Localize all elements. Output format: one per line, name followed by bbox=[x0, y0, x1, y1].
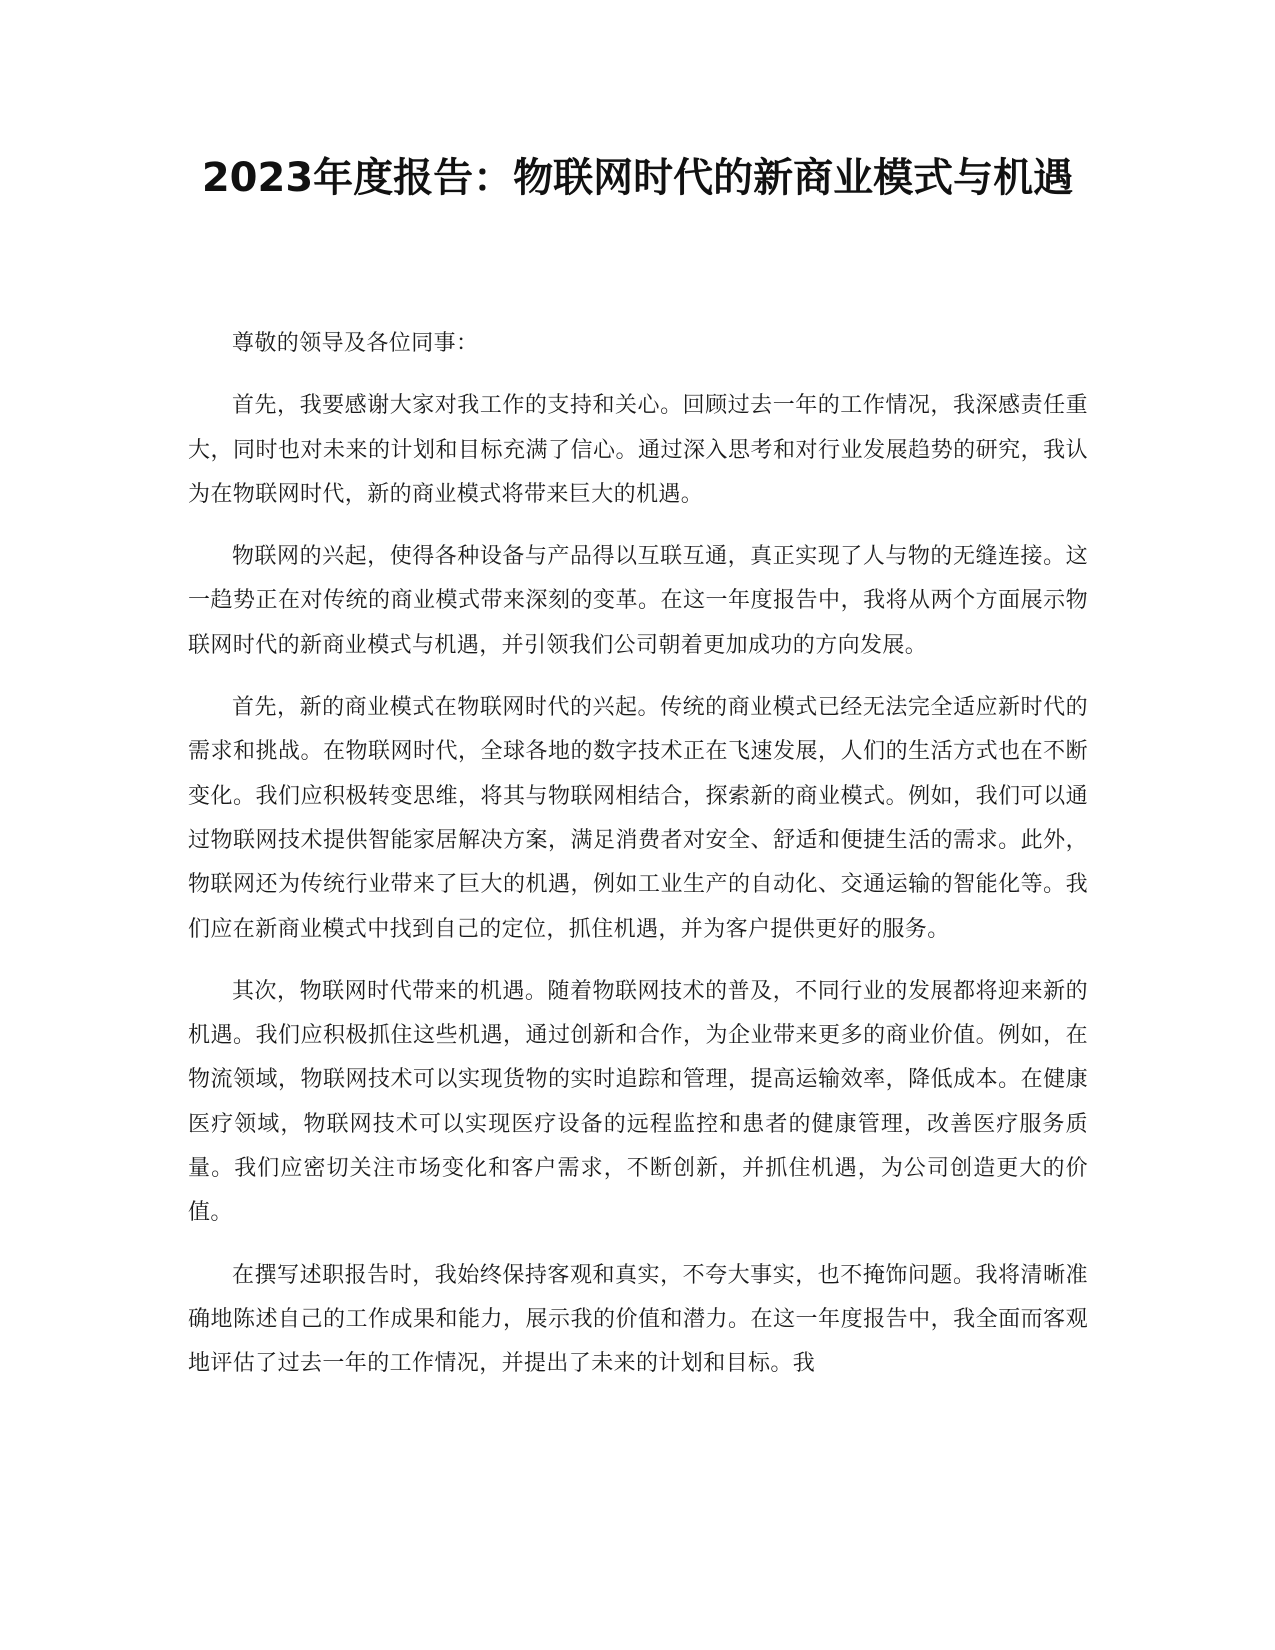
salutation-paragraph: 尊敬的领导及各位同事： bbox=[232, 331, 479, 356]
body-paragraph: 首先，新的商业模式在物联网时代的兴起。传统的商业模式已经无法完全适应新时代的需求和挑战。在物联网时代，全球各地的数字技术正在飞速发展，人们的生活方式也在不断变化。我们应积极转变思维，将其与物联网相结合，探索新的商业模式。例如，我们可以通过物联网技术提供智能家居解决方案，满足消费者对安全、舒适和便捷生活的需求。此外，物联网还为传统行业带来了巨大的机遇，例如工业生产的自动化、交通运输的智能化等。我们应在新商业模式中找到自己的定位，抓住机遇，并为客户提供更好的服务。 bbox=[188, 695, 1088, 942]
body-paragraph: 物联网的兴起，使得各种设备与产品得以互联互通，真正实现了人与物的无缝连接。这一趋势正在对传统的商业模式带来深刻的变革。在这一年度报告中，我将从两个方面展示物联网时代的新商业模式与机遇，并引领我们公司朝着更加成功的方向发展。 bbox=[188, 544, 1088, 658]
document-body bbox=[188, 322, 1088, 1405]
body-paragraph: 在撰写述职报告时，我始终保持客观和真实，不夸大事实，也不掩饰问题。我将清晰准确地陈述自己的工作成果和能力，展示我的价值和潜力。在这一年度报告中，我全面而客观地评估了过去一年的工作情况，并提出了未来的计划和目标。我 bbox=[188, 1262, 1088, 1377]
document-title: 2023年度报告：物联网时代的新商业模式与机遇 bbox=[201, 155, 1074, 201]
body-paragraph: 其次，物联网时代带来的机遇。随着物联网技术的普及，不同行业的发展都将迎来新的机遇。我们应积极抓住这些机遇，通过创新和合作，为企业带来更多的商业价值。例如，在物流领域，物联网技术可以实现货物的实时追踪和管理，提高运输效率，降低成本。在健康医疗领域，物联网技术可以实现医疗设备的远程监控和患者的健康管理，改善医疗服务质量。我们应密切关注市场变化和客户需求，不断创新，并抓住机遇，为公司创造更大的价值。 bbox=[188, 978, 1088, 1226]
body-paragraph: 首先，我要感谢大家对我工作的支持和关心。回顾过去一年的工作情况，我深感责任重大，同时也对未来的计划和目标充满了信心。通过深入思考和对行业发展趋势的研究，我认为在物联网时代，新的商业模式将带来巨大的机遇。 bbox=[188, 393, 1088, 507]
